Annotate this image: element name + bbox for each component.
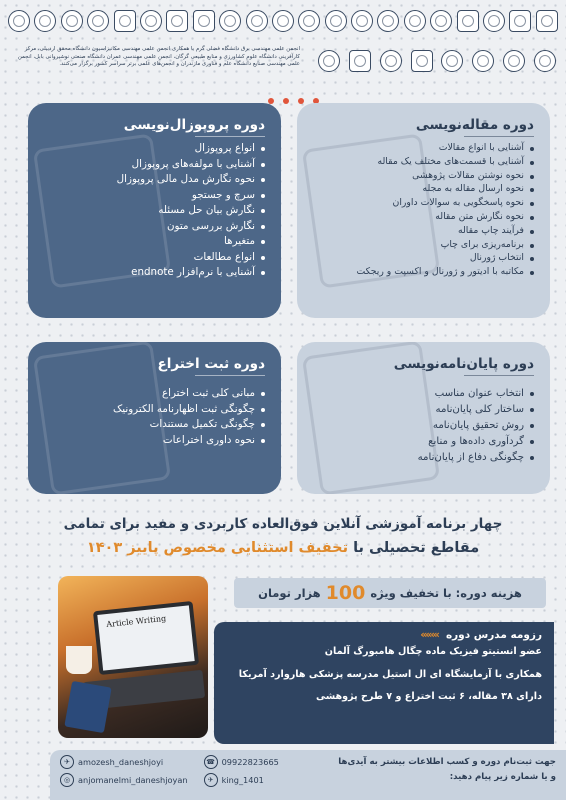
- university-logo-icon: [193, 10, 215, 32]
- headline-line-2-start: مقاطع تحصیلی با: [353, 540, 480, 556]
- contact-item[interactable]: [60, 773, 188, 787]
- university-logo-icon: [534, 50, 556, 72]
- contact-list: [60, 755, 279, 787]
- course-title: دوره ثبت اختراع: [44, 356, 265, 372]
- topic-item: برنامه‌ریزی برای چاپ: [313, 238, 534, 252]
- contact-footer: [50, 750, 566, 800]
- university-logo-icon: [219, 10, 241, 32]
- price-label: هزینه دوره: با تخفیف ویژه: [370, 586, 522, 600]
- laptop-screen-text: Article Writing: [105, 613, 167, 630]
- topic-item: چگونگی تکمیل مستندات: [44, 417, 265, 433]
- topic-item: انتخاب ژورنال: [313, 251, 534, 265]
- contact-line-1: جهت ثبت‌نام دوره و کسب اطلاعات بیشتر به آیدی‌ها: [338, 757, 556, 767]
- course-card-patent: [28, 342, 281, 494]
- course-topics: [313, 386, 534, 466]
- price-banner: [234, 578, 546, 608]
- topic-item: چگونگی ثبت اظهارنامه الکترونیک: [44, 402, 265, 418]
- university-logo-icon: [246, 10, 268, 32]
- course-title: دوره پروپوزال‌نویسی: [44, 117, 265, 133]
- topic-item: سرچ و جستجو: [44, 188, 265, 204]
- topic-item: نحوه نوشتن مقالات پژوهشی: [313, 169, 534, 183]
- topic-item: آشنایی با قسمت‌های مختلف یک مقاله: [313, 155, 534, 169]
- telegram-icon: ✈: [204, 773, 218, 787]
- topic-item: متغیرها: [44, 234, 265, 250]
- university-logo-icon: [8, 10, 30, 32]
- topic-item: نحوه نگارش متن مقاله: [313, 210, 534, 224]
- topic-item: انواع پروپوزال: [44, 141, 265, 157]
- university-logo-icon: [140, 10, 162, 32]
- topic-item: نحوه پاسخگویی به سوالات داوران: [313, 196, 534, 210]
- coffee-cup-icon: [66, 646, 92, 674]
- resume-title-text: رزومه مدرس دوره: [445, 628, 542, 641]
- topic-item: چگونگی دفاع از پایان‌نامه: [313, 450, 534, 466]
- contact-item[interactable]: [204, 755, 279, 769]
- headline-line-1: چهار برنامه آموزشی آنلاین فوق‌العاده کاربردی و مفید برای تمامی: [63, 516, 503, 532]
- university-logo-icon: [166, 10, 188, 32]
- university-logo-icon: [430, 10, 452, 32]
- topic-item: گردآوری داده‌ها و منابع: [313, 434, 534, 450]
- contact-item[interactable]: [60, 755, 188, 769]
- course-card-proposal: [28, 103, 281, 318]
- university-logo-icon: [509, 10, 531, 32]
- topic-item: نگارش بیان حل مسئله: [44, 203, 265, 219]
- topic-item: آشنایی با انواع مقالات: [313, 141, 534, 155]
- university-logo-icon: [34, 10, 56, 32]
- chevrons-icon: ‹‹‹‹‹‹‹: [420, 628, 438, 641]
- course-topics: [44, 141, 265, 281]
- resume-line: عضو انستیتو فیزیک ماده چگال هامبورگ آلمان: [324, 646, 542, 657]
- resume-title: [226, 628, 542, 641]
- university-logo-icon: [536, 10, 558, 32]
- sponsor-logos-row-1: [8, 8, 558, 34]
- topic-item: ساختار کلی پایان‌نامه: [313, 402, 534, 418]
- laptop-icon: [93, 601, 199, 675]
- instagram-icon: ◎: [60, 773, 74, 787]
- university-logo-icon: [318, 50, 340, 72]
- contact-instructions: [338, 755, 556, 785]
- organizers-text: انجمن علمی مهندسی برق دانشگاه فضلی گرم با همکاری انجمن علمی مهندسی مکانیزاسیون دانشگاه محقق اردبیلی، مرکز کارآفرینی دانشگاه علوم کشاورزی و منابع طبیعی گرگان، انجمن علمی مهندسی عمران دانشگاه صنعتی نوشیروانی بابل، انجمن علمی مهندسی صنایع دانشگاه علم و فناوری مازندران و انجمن‌های علمی برتر سراسر کشور برگزار می‌کنند.: [17, 46, 300, 68]
- topic-item: نحوه نگارش مدل مالی پروپوزال: [44, 172, 265, 188]
- topic-item: انواع مطالعات: [44, 250, 265, 266]
- university-logo-icon: [441, 50, 463, 72]
- university-logo-icon: [87, 10, 109, 32]
- course-title: دوره مقاله‌نویسی: [313, 117, 534, 133]
- topic-item: روش تحقیق پایان‌نامه: [313, 418, 534, 434]
- contact-handle[interactable]: king_1401: [221, 775, 264, 785]
- headline-discount: تخفیف استثنایی مخصوص پاییز ۱۴۰۳: [86, 540, 349, 556]
- contact-phone[interactable]: 09922823665: [221, 757, 279, 767]
- headline-line-2: [18, 536, 548, 560]
- headline: [18, 512, 548, 560]
- topic-item: انتخاب عنوان مناسب: [313, 386, 534, 402]
- course-card-thesis: [297, 342, 550, 494]
- university-logo-icon: [457, 10, 479, 32]
- notebook-icon: [64, 681, 111, 733]
- university-logo-icon: [298, 10, 320, 32]
- topic-item: نحوه داوری اختراعات: [44, 433, 265, 449]
- topic-item: نگارش بررسی متون: [44, 219, 265, 235]
- instructor-resume: [214, 622, 554, 744]
- topic-item: مکاتبه با ادیتور و ژورنال و اکسپت و ریجکت: [313, 265, 534, 279]
- university-logo-icon: [483, 10, 505, 32]
- resume-line: همکاری با آزمایشگاه ای ال استیل مدرسه پزشکی هاروارد آمریکا: [238, 668, 542, 680]
- university-logo-icon: [61, 10, 83, 32]
- telegram-icon: ✈: [60, 755, 74, 769]
- university-logo-icon: [272, 10, 294, 32]
- contact-handle[interactable]: amozesh_daneshjoyi: [78, 757, 164, 767]
- price-amount: 100: [325, 582, 366, 604]
- course-topics: [44, 386, 265, 448]
- sponsor-logos-row-2: [318, 48, 556, 74]
- phone-icon: ☎: [204, 755, 218, 769]
- university-logo-icon: [377, 10, 399, 32]
- university-logo-icon: [411, 50, 433, 72]
- course-card-article: [297, 103, 550, 318]
- university-logo-icon: [503, 50, 525, 72]
- university-logo-icon: [349, 50, 371, 72]
- university-logo-icon: [325, 10, 347, 32]
- university-logo-icon: [114, 10, 136, 32]
- university-logo-icon: [472, 50, 494, 72]
- contact-line-2: و یا شماره زیر پیام دهید:: [449, 772, 556, 782]
- university-logo-icon: [404, 10, 426, 32]
- course-title: دوره پایان‌نامه‌نویسی: [313, 356, 534, 372]
- course-topics: [313, 141, 534, 279]
- contact-item[interactable]: [204, 773, 279, 787]
- topic-item: نحوه ارسال مقاله به مجله: [313, 182, 534, 196]
- resume-line: دارای ۳۸ مقاله، ۶ ثبت اختراع و ۷ طرح پژوهشی: [316, 691, 542, 702]
- laptop-photo: [58, 576, 208, 738]
- topic-item: آشنایی با مولفه‌های پروپوزال: [44, 157, 265, 173]
- topic-item: مبانی کلی ثبت اختراع: [44, 386, 265, 402]
- topic-item: فرآیند چاپ مقاله: [313, 224, 534, 238]
- price-unit: هزار تومان: [258, 586, 321, 600]
- university-logo-icon: [380, 50, 402, 72]
- topic-item: آشنایی با نرم‌افزار endnote: [44, 265, 265, 281]
- university-logo-icon: [351, 10, 373, 32]
- contact-handle[interactable]: anjomanelmi_daneshjoyan: [78, 775, 188, 785]
